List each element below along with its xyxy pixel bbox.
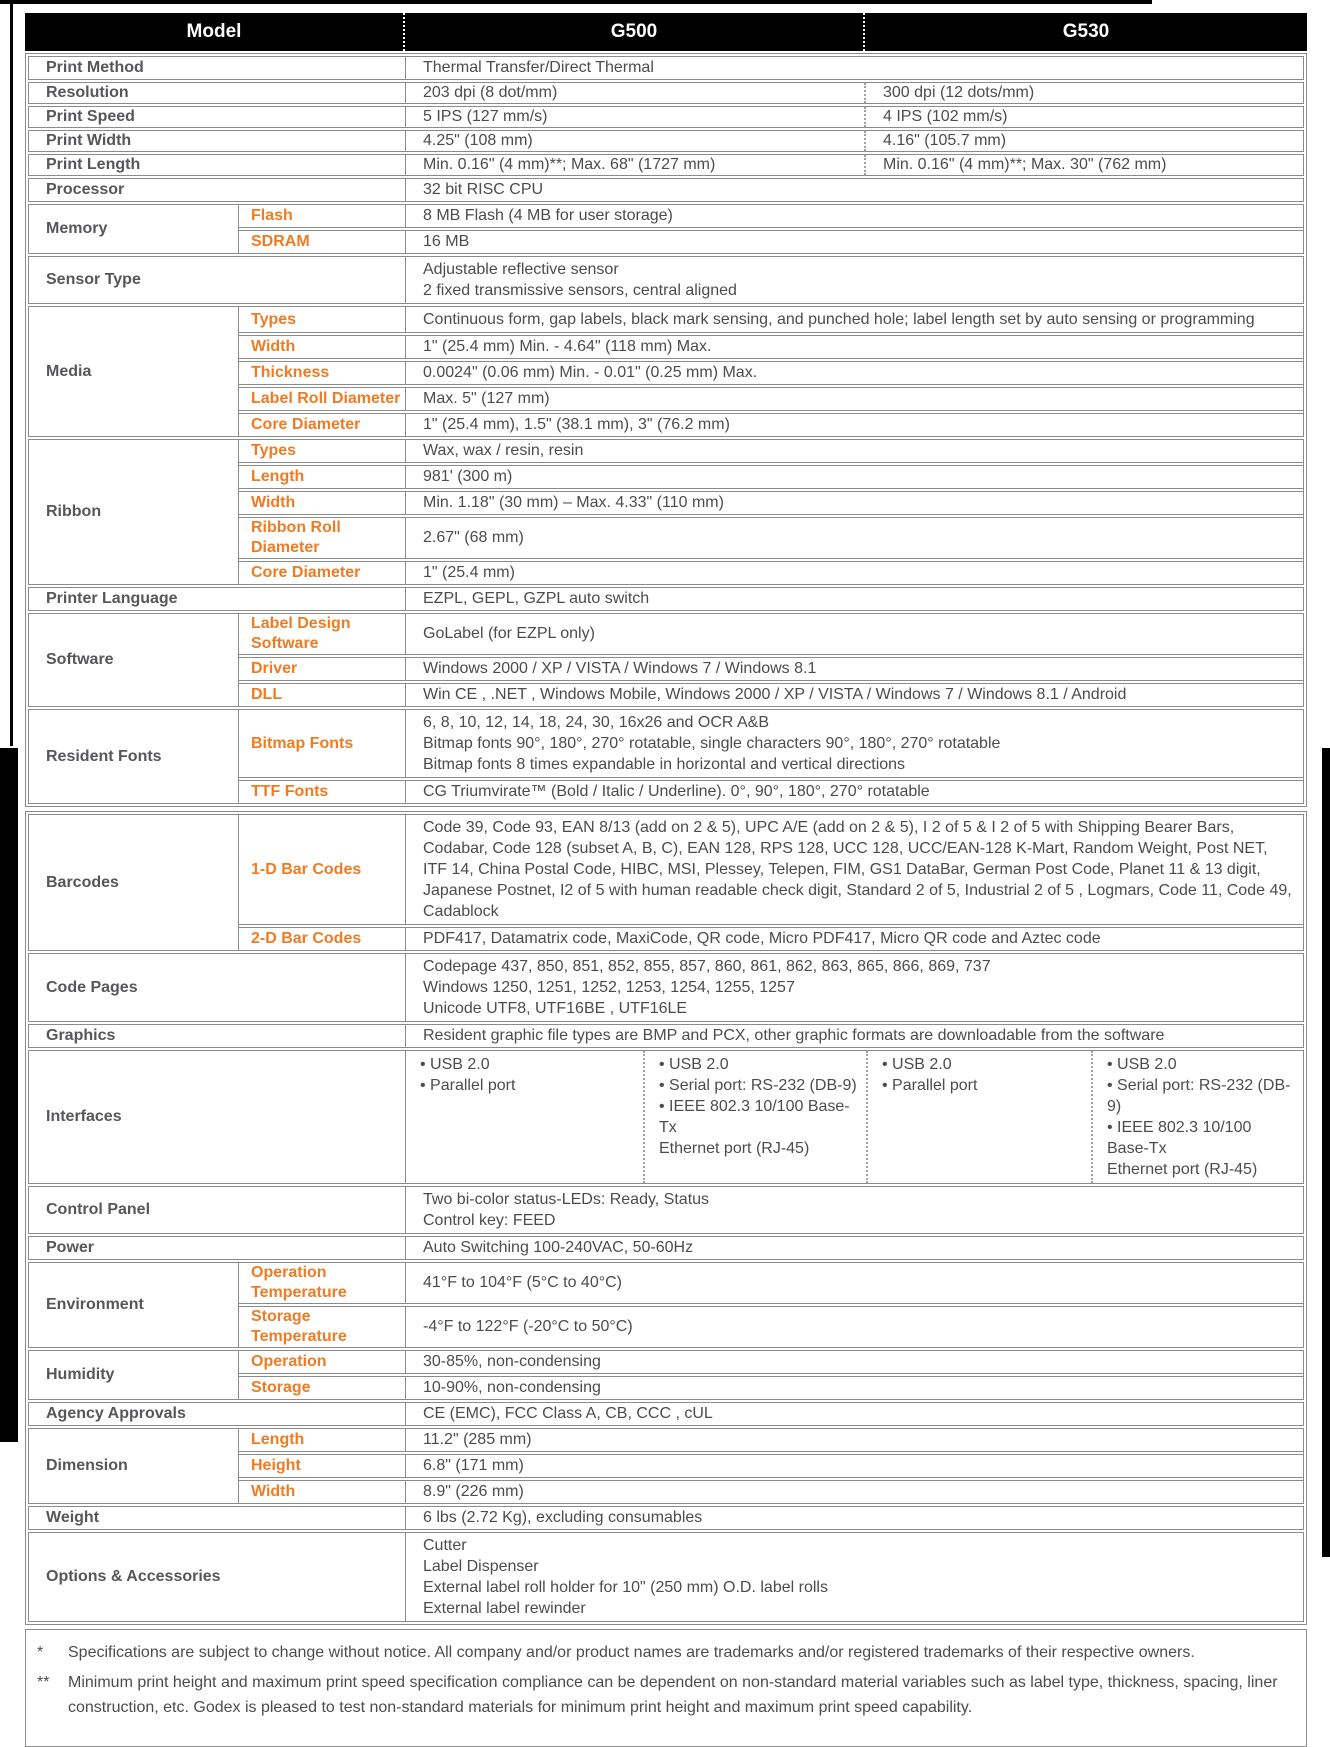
cell-value-g500: 203 dpi (8 dot/mm) — [406, 83, 866, 103]
page-edge-right-bar — [1322, 748, 1330, 1557]
row-group-humidity — [28, 1350, 1304, 1400]
footnote-mark: ** — [37, 1674, 50, 1691]
cell-label: Environment — [29, 1263, 239, 1347]
value-line: Unicode UTF8, UTF16BE , UTF16LE — [423, 1000, 688, 1017]
cell-value: 8 MB Flash (4 MB for user storage) — [423, 207, 673, 224]
value-line: Adjustable reflective sensor — [423, 261, 619, 278]
subrow-1d-bar-codes — [239, 815, 1303, 925]
cell-value: Windows 2000 / XP / VISTA / Windows 7 / Windows 8.1 — [423, 660, 817, 677]
cell-sublabel: SDRAM — [239, 231, 406, 253]
value-line: Control key: FEED — [423, 1212, 556, 1229]
cell-value: Resident graphic file types are BMP and PCX, other graphic formats are downloadable from the software — [423, 1027, 1165, 1044]
cell-sublabel: Height — [239, 1455, 406, 1477]
cell-label: Resolution — [29, 83, 406, 103]
row-options-accessories — [28, 1532, 1304, 1622]
value-line: • USB 2.0 — [882, 1056, 952, 1073]
cell-sublabel: 2-D Bar Codes — [239, 928, 406, 950]
cell-split-value — [406, 83, 1303, 103]
cell-value-g530: 300 dpi (12 dots/mm) — [883, 84, 1035, 101]
cell-label: Weight — [29, 1507, 406, 1529]
subrow-ribbon-length — [239, 465, 1303, 489]
cell-label: Agency Approvals — [29, 1403, 406, 1425]
cell-sublabel: Driver — [239, 658, 406, 680]
cell-sublabel: Core Diameter — [239, 414, 406, 436]
row-print-width — [28, 130, 1304, 152]
cell-value: Wax, wax / resin, resin — [423, 442, 584, 459]
cell-label: Resident Fonts — [29, 710, 239, 803]
cell-sublabel: Label Design Software — [239, 614, 406, 654]
value-line: • IEEE 802.3 10/100 Base-Tx — [659, 1098, 850, 1136]
cell-value: 6 lbs (2.72 Kg), excluding consumables — [423, 1509, 703, 1526]
footnote — [32, 1640, 1294, 1665]
row-print-method — [28, 56, 1304, 80]
interfaces-g500-base — [406, 1051, 643, 1183]
cell-sublabel: Width — [239, 336, 406, 358]
cell-label: Sensor Type — [29, 257, 406, 303]
cell-value: 1" (25.4 mm) — [423, 564, 515, 581]
value-line: Two bi-color status-LEDs: Ready, Status — [423, 1191, 710, 1208]
row-processor — [28, 178, 1304, 202]
subrow-dimension-length — [239, 1429, 1303, 1452]
cell-value — [406, 710, 1303, 777]
cell-sublabel: Operation Temperature — [239, 1263, 406, 1303]
cell-sublabel: Flash — [239, 205, 406, 227]
cell-value-g500: 5 IPS (127 mm/s) — [406, 107, 866, 127]
subrow-storage-temperature — [239, 1306, 1303, 1347]
cell-sublabel: Core Diameter — [239, 562, 406, 584]
subrow-humidity-storage — [239, 1376, 1303, 1399]
subrow-dimension-height — [239, 1454, 1303, 1478]
subrow-dimension-width — [239, 1480, 1303, 1503]
cell-label: Humidity — [29, 1351, 239, 1399]
value-line: Bitmap fonts 90°, 180°, 270° rotatable, single characters 90°, 180°, 270° rotatable — [423, 735, 1001, 752]
cell-sublabel: Ribbon Roll Diameter — [239, 518, 406, 558]
subrow-media-label-roll-diameter — [239, 387, 1303, 411]
subrow-media-core-diameter — [239, 413, 1303, 436]
interfaces-columns — [406, 1051, 1303, 1183]
value-line: Windows 1250, 1251, 1252, 1253, 1254, 1255, 1257 — [423, 979, 795, 996]
spec-table-part-1 — [25, 53, 1307, 807]
cell-value: CG Triumvirate™ (Bold / Italic / Underline). 0°, 90°, 180°, 270° rotatable — [423, 783, 930, 800]
cell-value: 41°F to 104°F (5°C to 40°C) — [423, 1274, 623, 1291]
cell-label: Interfaces — [29, 1051, 406, 1183]
cell-sublabel: 1-D Bar Codes — [239, 815, 406, 924]
cell-value: 1" (25.4 mm) Min. - 4.64" (118 mm) Max. — [423, 338, 712, 355]
header-g530: G530 — [863, 13, 1307, 51]
cell-sublabel: Storage Temperature — [239, 1307, 406, 1347]
subrow-label-design-software — [239, 614, 1303, 655]
cell-value — [406, 954, 1303, 1021]
cell-split-value — [406, 107, 1303, 127]
cell-label: Code Pages — [29, 954, 406, 1021]
cell-value: 1" (25.4 mm), 1.5" (38.1 mm), 3" (76.2 mm) — [423, 416, 730, 433]
page-edge-left-bar — [0, 748, 18, 1442]
cell-value-g530: Min. 0.16" (4 mm)**; Max. 30" (762 mm) — [883, 156, 1167, 173]
cell-split-value — [406, 131, 1303, 151]
subrow-media-types — [239, 307, 1303, 333]
row-print-speed — [28, 106, 1304, 128]
cell-label: Barcodes — [29, 815, 239, 950]
cell-value-g500: 4.25" (108 mm) — [406, 131, 866, 151]
cell-value: 32 bit RISC CPU — [423, 181, 544, 198]
subrow-2d-bar-codes — [239, 927, 1303, 950]
subrow-driver — [239, 657, 1303, 681]
cell-value: GoLabel (for EZPL only) — [423, 625, 595, 642]
cell-label: Media — [29, 307, 239, 436]
cell-value: Min. 1.18" (30 mm) – Max. 4.33" (110 mm) — [423, 494, 724, 511]
value-line: • USB 2.0 — [659, 1056, 729, 1073]
cell-label: Ribbon — [29, 440, 239, 584]
value-line: • USB 2.0 — [420, 1056, 490, 1073]
subrow-media-thickness — [239, 361, 1303, 385]
cell-label: Memory — [29, 205, 239, 253]
spec-table-part-2 — [25, 811, 1307, 1625]
row-code-pages — [28, 953, 1304, 1022]
subrow-media-width — [239, 335, 1303, 359]
cell-value: Thermal Transfer/Direct Thermal — [423, 59, 654, 76]
interfaces-g530-base — [866, 1051, 1091, 1183]
cell-sublabel: Length — [239, 1429, 406, 1451]
cell-value: PDF417, Datamatrix code, MaxiCode, QR code, Micro PDF417, Micro QR code and Aztec code — [423, 930, 1101, 947]
row-group-media — [28, 306, 1304, 437]
cell-sublabel: Width — [239, 1481, 406, 1503]
spec-table — [25, 13, 1307, 1747]
header-model: Model — [186, 21, 242, 42]
cell-value: Max. 5" (127 mm) — [423, 390, 550, 407]
cell-label: Power — [29, 1237, 406, 1259]
cell-sublabel: Types — [239, 307, 406, 332]
cell-value: 10-90%, non-condensing — [423, 1379, 601, 1396]
row-group-software — [28, 613, 1304, 707]
row-agency-approvals — [28, 1402, 1304, 1426]
row-interfaces — [28, 1050, 1304, 1184]
cell-value: 0.0024" (0.06 mm) Min. - 0.01" (0.25 mm) Max. — [423, 364, 758, 381]
subrow-dll — [239, 683, 1303, 706]
row-group-environment — [28, 1262, 1304, 1348]
cell-label: Dimension — [29, 1429, 239, 1503]
cell-sublabel: Bitmap Fonts — [239, 710, 406, 777]
subrow-ribbon-types — [239, 440, 1303, 463]
row-group-ribbon — [28, 439, 1304, 585]
value-line: Cutter — [423, 1537, 467, 1554]
footnotes-box — [25, 1629, 1307, 1747]
cell-value: Auto Switching 100-240VAC, 50-60Hz — [423, 1239, 694, 1256]
footnote-text: Specifications are subject to change without notice. All company and/or product names are trademarks and/or registered trademarks of their respective owners. — [68, 1644, 1195, 1661]
value-line: • USB 2.0 — [1107, 1056, 1177, 1073]
subrow-operation-temperature — [239, 1263, 1303, 1304]
row-graphics — [28, 1024, 1304, 1048]
value-line: • IEEE 802.3 10/100 Base-Tx — [1107, 1119, 1252, 1157]
value-line: Codepage 437, 850, 851, 852, 855, 857, 860, 861, 862, 863, 865, 866, 869, 737 — [423, 958, 991, 975]
cell-value: 981' (300 m) — [423, 468, 513, 485]
cell-label: Print Speed — [29, 107, 406, 127]
cell-value — [406, 1187, 1303, 1233]
row-group-resident-fonts — [28, 709, 1304, 804]
subrow-ribbon-core-diameter — [239, 561, 1303, 584]
interfaces-g500-full — [643, 1051, 866, 1183]
cell-value: 2.67" (68 mm) — [423, 529, 524, 546]
row-group-memory — [28, 204, 1304, 254]
cell-label: Print Method — [29, 57, 406, 79]
cell-value — [406, 1533, 1303, 1621]
cell-value: 8.9" (226 mm) — [423, 1483, 524, 1500]
subrow-ribbon-width — [239, 491, 1303, 515]
cell-label: Printer Language — [29, 588, 406, 610]
cell-label: Print Width — [29, 131, 406, 151]
value-line: Bitmap fonts 8 times expandable in horizontal and vertical directions — [423, 756, 906, 773]
cell-value: 6.8" (171 mm) — [423, 1457, 524, 1474]
interfaces-g530-full — [1091, 1051, 1303, 1183]
value-line: • Parallel port — [420, 1077, 516, 1094]
footnote-mark: * — [37, 1644, 44, 1661]
cell-label: Print Length — [29, 155, 406, 175]
subrow-flash — [239, 205, 1303, 228]
row-group-barcodes — [28, 814, 1304, 951]
header-g500: G500 — [403, 13, 863, 51]
row-control-panel — [28, 1186, 1304, 1234]
row-print-length — [28, 154, 1304, 176]
page-edge-left-line — [10, 0, 13, 746]
subrow-bitmap-fonts — [239, 710, 1303, 778]
subrow-ribbon-roll-diameter — [239, 517, 1303, 559]
row-power — [28, 1236, 1304, 1260]
cell-value: 30-85%, non-condensing — [423, 1353, 601, 1370]
value-line: 6, 8, 10, 12, 14, 18, 24, 30, 16x26 and OCR A&B — [423, 714, 770, 731]
cell-label: Control Panel — [29, 1187, 406, 1233]
row-sensor-type — [28, 256, 1304, 304]
footnote-text: Minimum print height and maximum print speed specification compliance can be dependent on non-standard material variables such as label type, thickness, spacing, liner construction, etc. Godex is pleased to test non-standard materials for minimum print height and maximum print speed capability. — [68, 1674, 1278, 1716]
cell-value: Code 39, Code 93, EAN 8/13 (add on 2 & 5), UPC A/E (add on 2 & 5), I 2 of 5 & I 2 of 5 with Shipping Bearer Bars, Codabar, Code 128 (subset A, B, C), EAN 128, RPS 128, UCC 128, UCC/EAN-128 K-Mart, Random Weight, Post NET, ITF 14, China Postal Code, HIBC, MSI, Plessey, Telepen, FIM, GS1 DataBar, German Post Code, Planet 11 & 13 digit, Japanese Postnet, I2 of 5 with human readable check digit, Standard 2 of 5, Industrial 2 of 5 , Logmars, Code 11, Code 49, Cadablock — [423, 819, 1292, 920]
table-header — [25, 13, 1307, 51]
value-line: • Serial port: RS-232 (DB-9) — [1107, 1077, 1291, 1115]
cell-sublabel: Operation — [239, 1351, 406, 1373]
value-line: • Serial port: RS-232 (DB-9) — [659, 1077, 857, 1094]
subrow-ttf-fonts — [239, 780, 1303, 803]
cell-value-g530: 4 IPS (102 mm/s) — [883, 108, 1008, 125]
value-line: Label Dispenser — [423, 1558, 539, 1575]
cell-value — [406, 257, 1303, 303]
value-line: • Parallel port — [882, 1077, 978, 1094]
cell-value: 16 MB — [423, 233, 470, 250]
value-line: Ethernet port (RJ-45) — [1107, 1161, 1258, 1178]
subrow-humidity-operation — [239, 1351, 1303, 1374]
cell-value: 11.2" (285 mm) — [423, 1431, 532, 1448]
value-line: External label roll holder for 10" (250 mm) O.D. label rolls — [423, 1579, 828, 1596]
row-resolution — [28, 82, 1304, 104]
cell-sublabel: Label Roll Diameter — [239, 388, 406, 410]
cell-sublabel: DLL — [239, 684, 406, 706]
cell-sublabel: Types — [239, 440, 406, 462]
cell-value: EZPL, GEPL, GZPL auto switch — [423, 590, 650, 607]
cell-value: Continuous form, gap labels, black mark sensing, and punched hole; label length set by auto sensing or programming — [423, 311, 1255, 328]
cell-value: -4°F to 122°F (-20°C to 50°C) — [423, 1318, 633, 1335]
cell-sublabel: Width — [239, 492, 406, 514]
value-line: External label rewinder — [423, 1600, 586, 1617]
cell-value: Win CE , .NET , Windows Mobile, Windows 2000 / XP / VISTA / Windows 7 / Windows 8.1 / Android — [423, 686, 1127, 703]
cell-sublabel: Storage — [239, 1377, 406, 1399]
cell-value-g530: 4.16" (105.7 mm) — [883, 132, 1007, 149]
cell-label: Software — [29, 614, 239, 706]
cell-label: Processor — [29, 179, 406, 201]
cell-sublabel: Length — [239, 466, 406, 488]
cell-value: CE (EMC), FCC Class A, CB, CCC , cUL — [423, 1405, 713, 1422]
value-line: Ethernet port (RJ-45) — [659, 1140, 810, 1157]
cell-label: Options & Accessories — [29, 1533, 406, 1621]
row-weight — [28, 1506, 1304, 1530]
cell-sublabel: TTF Fonts — [239, 781, 406, 803]
cell-split-value — [406, 155, 1303, 175]
row-group-dimension — [28, 1428, 1304, 1504]
page-edge-top — [0, 0, 1152, 4]
subrow-sdram — [239, 230, 1303, 253]
cell-label: Graphics — [29, 1025, 406, 1047]
value-line: 2 fixed transmissive sensors, central aligned — [423, 282, 737, 299]
footnote — [32, 1670, 1294, 1720]
cell-value-g500: Min. 0.16" (4 mm)**; Max. 68" (1727 mm) — [406, 155, 866, 175]
row-printer-language — [28, 587, 1304, 611]
cell-sublabel: Thickness — [239, 362, 406, 384]
